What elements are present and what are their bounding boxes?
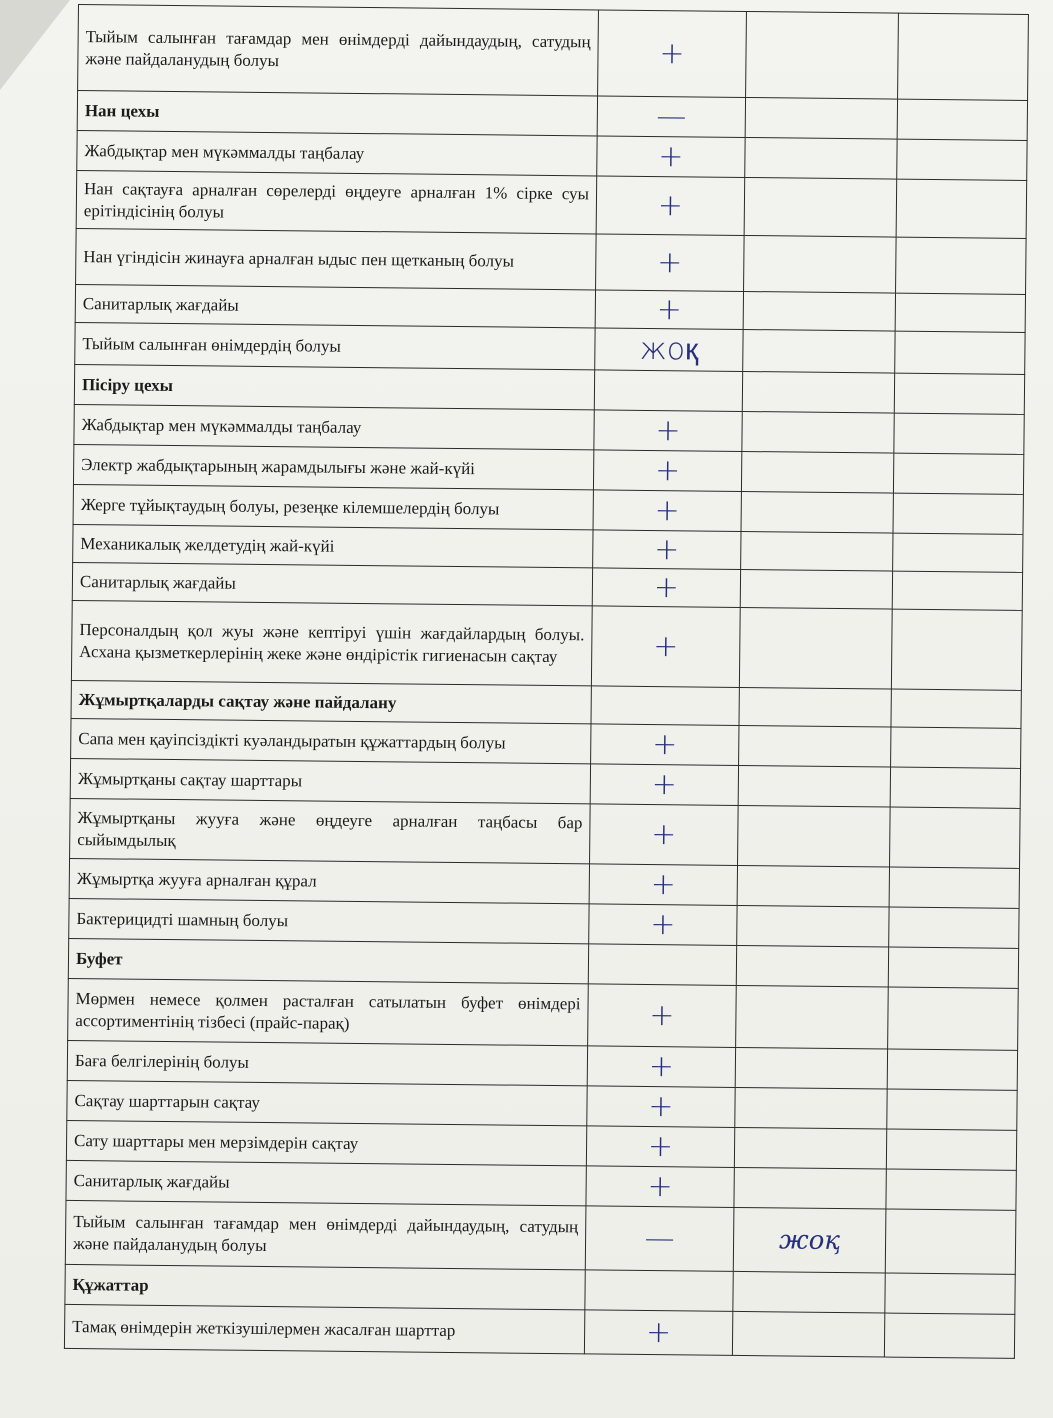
- item-text: Тыйым салынған тағамдар мен өнімдерді дайындаудың, сатудың және пайдаланудың болуы: [65, 1200, 586, 1269]
- handwritten-note: [739, 607, 892, 689]
- empty-cell: [887, 1049, 1017, 1090]
- handwritten-note: [737, 865, 889, 907]
- handwritten-note: [735, 1047, 887, 1089]
- item-text: Баға белгілерінің болуы: [67, 1040, 587, 1085]
- empty-cell: [893, 453, 1023, 494]
- handwritten-mark: +: [591, 724, 739, 766]
- handwritten-mark: +: [596, 176, 745, 236]
- handwritten-mark: +: [589, 904, 737, 946]
- handwritten-mark: [588, 944, 736, 986]
- handwritten-note: [733, 1271, 885, 1313]
- handwritten-note: [732, 1311, 884, 1357]
- item-text: Сапа мен қауіпсіздікті куәландыратын құжаттардың болуы: [71, 718, 591, 763]
- empty-cell: [884, 1313, 1014, 1358]
- checklist-row: [76, 170, 1027, 238]
- item-text: Жұмыртқа жууға арналған құрал: [69, 858, 589, 903]
- item-text: Персоналдың қол жуы және кептіруі үшін жағдайлардың болуы. Асхана қызметкерлерінің жеке және өндірістік гигиенасын сақтау: [71, 600, 592, 685]
- checklist-sheet: [64, 4, 1028, 1359]
- item-text: Бактерицидті шамның болуы: [69, 898, 589, 943]
- handwritten-mark: —: [597, 96, 745, 138]
- handwritten-note: [739, 687, 891, 727]
- empty-cell: [897, 139, 1027, 180]
- handwritten-mark: +: [594, 410, 742, 452]
- item-text: Жұмыртқаны жууға және өңдеуге арналған таңбасы бар сыйымдылық: [70, 798, 591, 863]
- empty-cell: [893, 493, 1023, 534]
- handwritten-note: [743, 329, 895, 373]
- handwritten-note: [741, 491, 893, 533]
- checklist-row: [64, 1304, 1014, 1358]
- checklist-row: [65, 1200, 1016, 1274]
- handwritten-note: [742, 411, 894, 453]
- section-title: Пісіру цехы: [74, 364, 594, 409]
- item-text: Тыйым салынған тағамдар мен өнімдерді дайындаудың, сатудың және пайдаланудың болуы: [78, 5, 599, 96]
- item-text: Жұмыртқаны сақтау шарттары: [70, 758, 590, 803]
- empty-cell: [888, 947, 1018, 988]
- handwritten-mark: [594, 370, 742, 412]
- handwritten-mark: +: [596, 234, 745, 292]
- handwritten-mark: —: [585, 1206, 734, 1272]
- handwritten-mark: [585, 1270, 733, 1312]
- empty-cell: [885, 1209, 1016, 1274]
- handwritten-note: [740, 569, 892, 609]
- handwritten-mark: +: [592, 568, 740, 608]
- empty-cell: [894, 373, 1024, 414]
- checklist-rows: [64, 5, 1028, 1359]
- checklist-row: [78, 5, 1029, 101]
- handwritten-mark: +: [593, 530, 741, 570]
- checklist-table: [64, 4, 1029, 1359]
- empty-cell: [890, 767, 1020, 808]
- empty-cell: [890, 807, 1021, 868]
- handwritten-mark: +: [586, 1166, 734, 1208]
- empty-cell: [885, 1273, 1015, 1314]
- handwritten-note: [744, 235, 897, 293]
- section-title: Буфет: [68, 938, 588, 983]
- empty-cell: [891, 689, 1021, 728]
- handwritten-mark: +: [589, 864, 737, 906]
- handwritten-note: [739, 725, 891, 767]
- checklist-row: [76, 228, 1027, 294]
- handwritten-mark: +: [588, 984, 737, 1048]
- handwritten-mark: +: [593, 450, 741, 492]
- handwritten-mark: +: [587, 1086, 735, 1128]
- checklist-row: [68, 978, 1019, 1050]
- empty-cell: [891, 609, 1022, 690]
- empty-cell: [887, 1089, 1017, 1130]
- empty-cell: [896, 179, 1027, 238]
- handwritten-mark: +: [591, 606, 740, 688]
- empty-cell: [891, 727, 1021, 768]
- handwritten-mark: жоқ: [595, 328, 743, 372]
- handwritten-note: жоқ: [733, 1207, 886, 1273]
- handwritten-note: [734, 1127, 886, 1169]
- empty-cell: [897, 99, 1027, 140]
- handwritten-note: [738, 805, 891, 867]
- handwritten-note: [744, 177, 897, 237]
- handwritten-mark: +: [586, 1126, 734, 1168]
- empty-cell: [886, 1129, 1016, 1170]
- handwritten-mark: +: [590, 804, 739, 866]
- item-text: Санитарлық жағдайы: [66, 1160, 586, 1205]
- item-text: Жабдықтар мен мүкәммалды таңбалау: [74, 404, 594, 449]
- item-text: Механикалық желдетудің жай-күйі: [73, 524, 593, 567]
- handwritten-mark: +: [584, 1310, 732, 1356]
- item-text: Жабдықтар мен мүкәммалды таңбалау: [77, 130, 597, 175]
- handwritten-note: [741, 531, 893, 571]
- item-text: Мөрмен немесе қолмен расталған сатылатын буфет өнімдері ассортиментінің тізбесі (прайс-парақ): [68, 978, 589, 1045]
- empty-cell: [886, 1169, 1016, 1210]
- handwritten-note: [743, 291, 895, 331]
- section-title: Құжаттар: [65, 1264, 585, 1309]
- section-title: Жұмыртқаларды сақтау және пайдалану: [71, 680, 591, 723]
- handwritten-note: [736, 985, 889, 1049]
- handwritten-note: [746, 12, 899, 100]
- handwritten-mark: +: [595, 290, 743, 330]
- checklist-row: [71, 600, 1022, 690]
- handwritten-note: [734, 1167, 886, 1209]
- handwritten-mark: +: [590, 764, 738, 806]
- empty-cell: [895, 293, 1025, 332]
- empty-cell: [892, 571, 1022, 610]
- handwritten-mark: [591, 686, 739, 726]
- item-text: Сақтау шарттарын сақтау: [67, 1080, 587, 1125]
- handwritten-note: [738, 765, 890, 807]
- handwritten-note: [745, 97, 897, 139]
- handwritten-note: [745, 137, 897, 179]
- handwritten-mark: +: [587, 1046, 735, 1088]
- empty-cell: [894, 413, 1024, 454]
- handwritten-mark: +: [593, 490, 741, 532]
- handwritten-note: [737, 905, 889, 947]
- item-text: Тыйым салынған өнімдердің болуы: [75, 322, 595, 369]
- checklist-row: [70, 798, 1021, 868]
- handwritten-note: [735, 1087, 887, 1129]
- section-title: Нан цехы: [77, 91, 597, 136]
- empty-cell: [893, 533, 1023, 572]
- item-text: Нан сақтауға арналған сөрелерді өңдеуге арналған 1% сірке суы ерітіндісінің болуы: [76, 170, 597, 233]
- empty-cell: [895, 331, 1025, 374]
- handwritten-note: [736, 945, 888, 987]
- item-text: Санитарлық жағдайы: [72, 562, 592, 605]
- handwritten-note: [742, 371, 894, 413]
- handwritten-note: [741, 451, 893, 493]
- page-corner-fold: [0, 0, 70, 90]
- empty-cell: [898, 13, 1029, 100]
- item-text: Электр жабдықтарының жарамдылығы және жай-күйі: [73, 444, 593, 489]
- empty-cell: [889, 907, 1019, 948]
- item-text: Тамақ өнімдерін жеткізушілермен жасалған шарттар: [64, 1304, 584, 1353]
- item-text: Жерге тұйықтаудың болуы, резеңке кілемшелердің болуы: [73, 484, 593, 529]
- item-text: Нан үгіндісін жинауға арналған ыдыс пен щетканың болуы: [76, 228, 597, 289]
- empty-cell: [896, 237, 1027, 294]
- item-text: Сату шарттары мен мерзімдерін сақтау: [66, 1120, 586, 1165]
- handwritten-mark: +: [597, 136, 745, 178]
- empty-cell: [888, 987, 1019, 1050]
- handwritten-mark: +: [598, 10, 747, 98]
- empty-cell: [889, 867, 1019, 908]
- item-text: Санитарлық жағдайы: [75, 284, 595, 327]
